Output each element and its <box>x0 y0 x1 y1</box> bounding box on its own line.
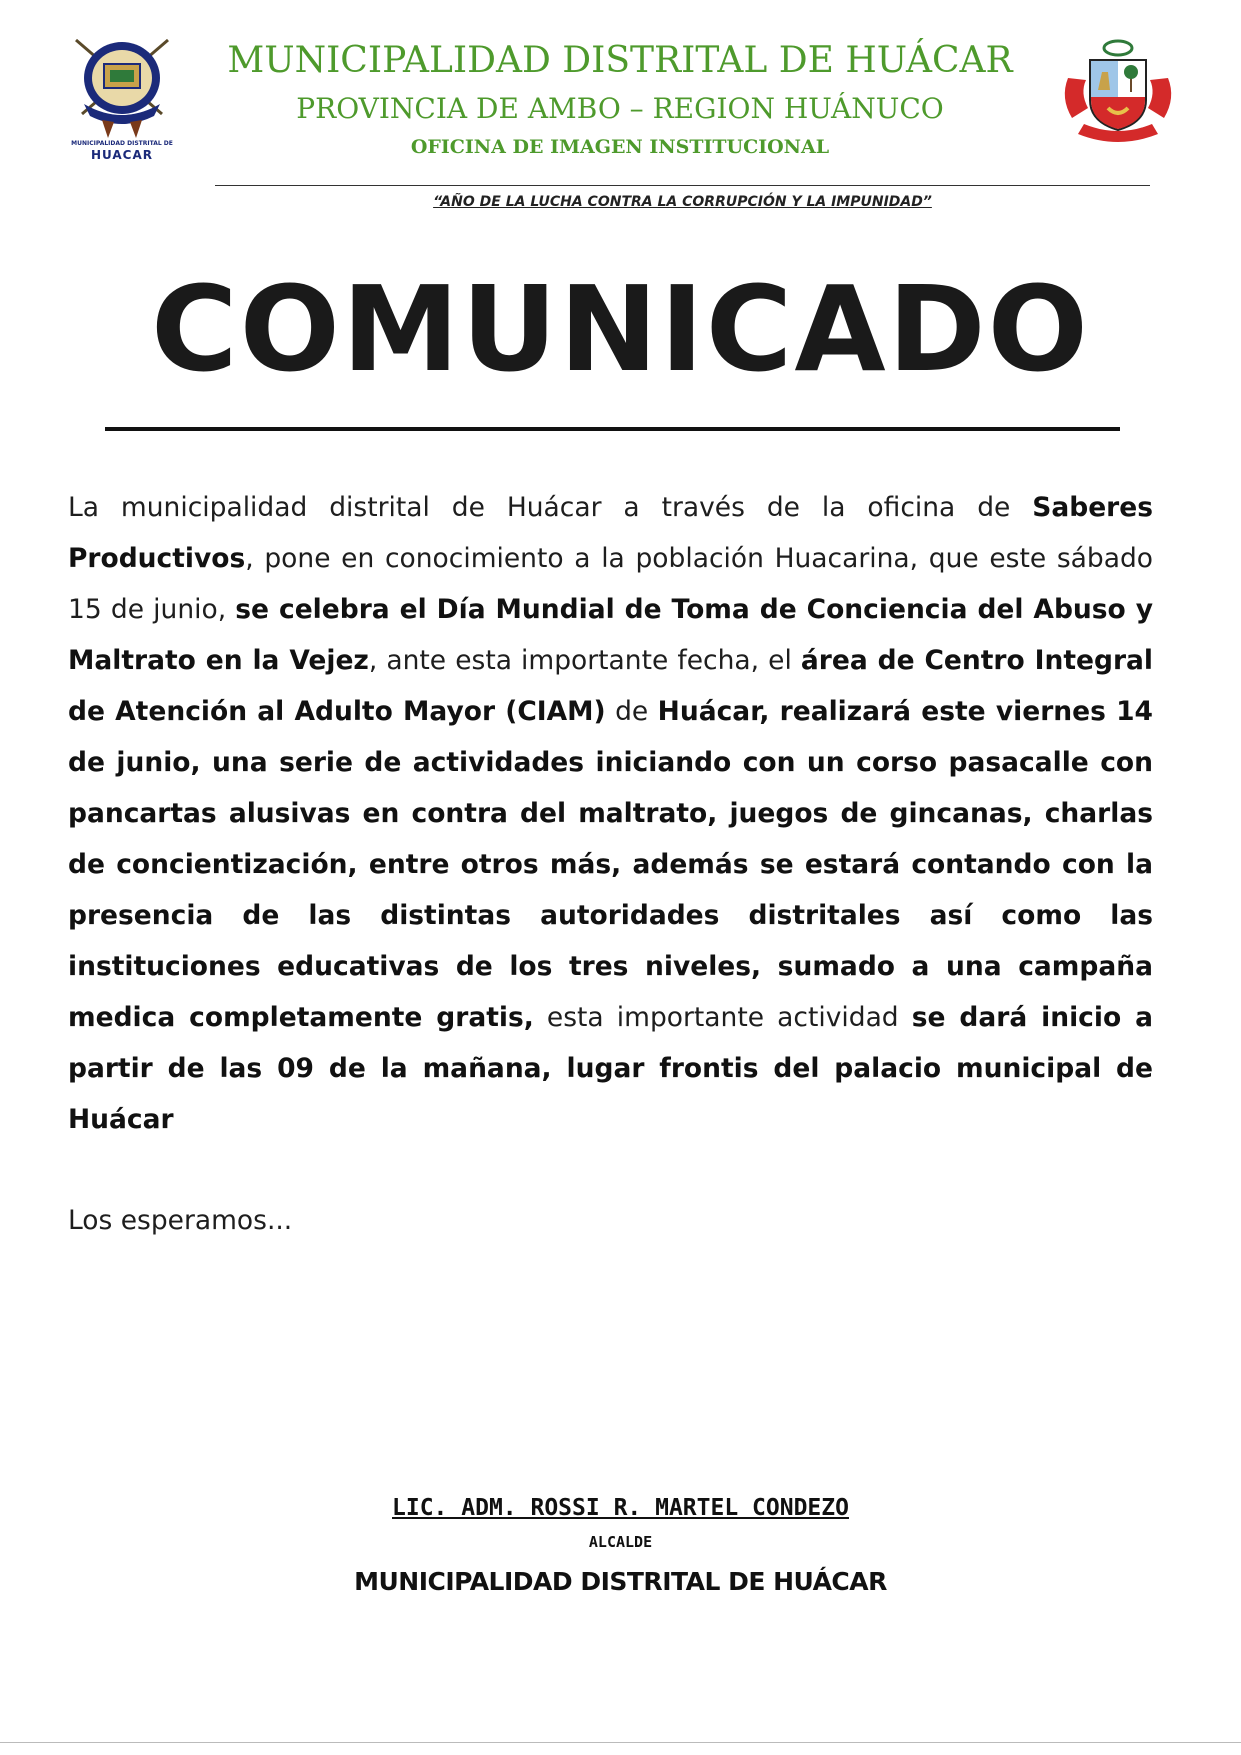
municipal-shield-emblem-icon <box>62 34 182 140</box>
logo-caption-small: MUNICIPALIDAD DISTRITAL DE <box>71 140 173 147</box>
body-bold-segment: área de Centro Integral de Atención al Adulto Mayor (CIAM) <box>68 645 1153 727</box>
peru-coat-of-arms-icon <box>1058 38 1178 158</box>
letterhead <box>0 0 1241 240</box>
logo-caption-large: HUACAR <box>90 148 154 162</box>
body-bold-segment: se celebra el Día Mundial de Toma de Conciencia del Abuso y Maltrato en la Vejez <box>68 594 1153 676</box>
title-divider <box>105 427 1120 431</box>
body-bold-segment: Saberes Productivos <box>68 492 1153 574</box>
page-bottom-edge <box>0 1742 1241 1743</box>
body-bold-segment: se dará inicio a partir de las 09 de la mañana, lugar frontis del palacio municipal de Huácar <box>68 1002 1153 1135</box>
year-motto: “AÑO DE LA LUCHA CONTRA LA CORRUPCIÓN Y LA IMPUNIDAD” <box>433 194 932 210</box>
header-title: MUNICIPALIDAD DISTRITAL DE HUÁCAR <box>227 40 1013 81</box>
body-bold-segment: Huácar, realizará este viernes 14 de junio, una serie de actividades iniciando con un corso pasacalle con pancartas alusivas en contra del maltrato, juegos de gincanas, charlas de concientización, entre otros más, además se estará contando con la presencia de las distintas autoridades distritales así como las instituciones educativas de los tres niveles, sumado a una campaña medica completamente gratis, <box>68 696 1153 1033</box>
header-divider <box>215 185 1150 186</box>
header-subtitle: PROVINCIA DE AMBO – REGION HUÁNUCO <box>296 92 944 125</box>
document-title: COMUNICADO <box>151 260 1090 398</box>
body-text-segment: La municipalidad distrital de Huácar a través de la oficina de <box>68 492 1033 523</box>
signatory-name: LIC. ADM. ROSSI R. MARTEL CONDEZO <box>392 1495 849 1521</box>
body-text-segment: de <box>605 696 658 727</box>
municipal-logo <box>62 34 182 164</box>
body-text-segment: , ante esta importante fecha, el <box>368 645 801 676</box>
national-emblem <box>1058 38 1178 158</box>
signatory-role: ALCALDE <box>588 1533 653 1551</box>
body-text-segment: esta importante actividad <box>533 1002 912 1033</box>
signatory-organization: MUNICIPALIDAD DISTRITAL DE HUÁCAR <box>354 1567 887 1596</box>
announcement-body <box>68 482 1153 1145</box>
body-text-segment: , pone en conocimiento a la población Huacarina, que este sábado 15 de junio, <box>68 543 1153 625</box>
closing-line: Los esperamos... <box>68 1205 293 1236</box>
header-office: OFICINA DE IMAGEN INSTITUCIONAL <box>410 136 830 158</box>
